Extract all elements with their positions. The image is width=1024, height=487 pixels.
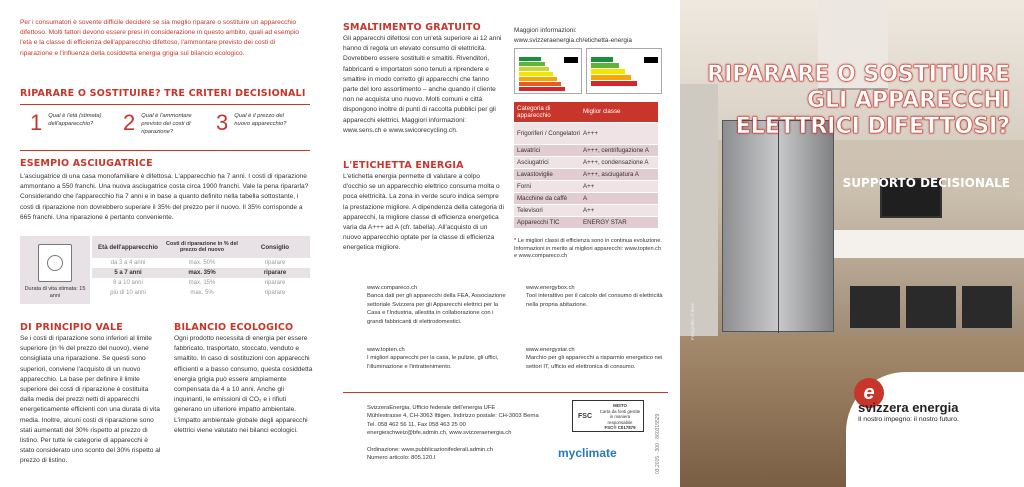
table-cell: A bbox=[580, 192, 658, 204]
table-cell: ENERGY STAR bbox=[580, 216, 658, 228]
table-cell: più di 10 anni bbox=[110, 290, 146, 296]
criterion-number: 1 bbox=[30, 110, 43, 135]
photo-credit: Fotografia: © Ikea bbox=[690, 303, 695, 340]
lifetime-note: Durata di vita stimata: 15 anni bbox=[24, 286, 86, 299]
fsc-tree-icon: FSC bbox=[578, 412, 592, 420]
fsc-logo bbox=[572, 400, 644, 432]
brand-name: svizzera energia bbox=[858, 400, 959, 415]
dryer-icon bbox=[38, 244, 72, 282]
myclimate-text: myclimate bbox=[558, 446, 617, 460]
table-cell: max. 5% bbox=[190, 290, 214, 296]
brand-tagline: Il nostro impegno: il nostro futuro. bbox=[858, 416, 959, 423]
table-cell: Televisori bbox=[514, 204, 580, 216]
eco-heading: BILANCIO ECOLOGICO bbox=[174, 322, 294, 333]
fsc-label: MISTO bbox=[613, 403, 627, 408]
more-info-link[interactable]: www.svizzeraenergia.ch/etichetta-energia bbox=[514, 36, 632, 44]
link-url[interactable]: www.compareco.ch bbox=[367, 285, 418, 291]
side-code: 03.2015 · 300 · 860315529 bbox=[655, 413, 661, 474]
table-cell: riparare bbox=[264, 260, 286, 266]
criteria-heading: RIPARARE O SOSTITUIRE? TRE CRITERI DECISIONALI bbox=[20, 88, 306, 99]
link-desc: Marchio per gli apparecchi a risparmio energetico nei settori IT, ufficio ed elettronica di consumo. bbox=[526, 355, 663, 370]
link-url[interactable]: www.topten.ch bbox=[367, 347, 405, 353]
dryer-table bbox=[20, 236, 310, 304]
table-cell: max. 35% bbox=[188, 270, 216, 276]
table-cell: Macchine da caffè bbox=[514, 192, 580, 204]
table-cell: da 3 a 4 anni bbox=[110, 260, 146, 266]
fsc-sub: Carta da fonti gestite in maniera responsabile bbox=[599, 408, 641, 425]
brand-logo-icon: e bbox=[854, 378, 884, 408]
table-cell: A++ bbox=[580, 204, 658, 216]
footer-order bbox=[367, 446, 567, 463]
table-cell: A+++, centrifugazione A bbox=[580, 144, 658, 156]
link-energystar bbox=[526, 346, 666, 371]
table-cell: riparare bbox=[264, 280, 286, 286]
col-header: Costi di riparazione in % del prezzo del nuovo bbox=[164, 236, 240, 258]
link-desc: I migliori apparecchi per la casa, le pulizie, gli uffici, l'illuminazione e l'intrattenimento. bbox=[367, 355, 499, 370]
table-cell: Lavastoviglie bbox=[514, 168, 580, 180]
table-cell: A+++ bbox=[580, 122, 658, 144]
divider bbox=[343, 392, 668, 393]
criterion-1 bbox=[30, 112, 123, 136]
criterion-text: Qual è l'ammontare previsto dei costi di riparazione? bbox=[141, 113, 192, 135]
link-url[interactable]: www.energybox.ch bbox=[526, 285, 575, 291]
intro-text: Per i consumatori è sovente difficile decidere se sia meglio riparare o sostituire un apparecchio difettoso. Molti fattori devono essere presi in considerazione in questo ambito, quali ad esempio l'età e la classe di efficienza dell'apparecchio difettoso, l'ammontare previsto dei costi di riparazione e l'influenza della cosiddetta energia grigia sul bilancio ecologico. bbox=[20, 19, 299, 57]
brand-block bbox=[846, 372, 1024, 487]
example-text: L'asciugatrice di una casa monofamiliare è difettosa. L'apparecchio ha 7 anni. I costi di riparazione ammontano a 550 franchi. Una nuova asciugatrice costa circa 1900 franchi. Vale la pena ripararla? Considerando che l'apparecchio ha 7 anni e in base a quanto definito nella tabella sottostante, i costi di riparazione non dovrebbero superare il 35% del prezzo per il nuovo. Il 35% corrisponde a 665 franchi. Una riparazione è pertanto conveniente. bbox=[20, 173, 309, 221]
col-header: Consiglio bbox=[240, 236, 310, 258]
table-cell: A+++, asciugatura A bbox=[580, 168, 658, 180]
storage-box bbox=[962, 286, 1012, 328]
dryer-illustration bbox=[20, 236, 90, 304]
classes-table bbox=[514, 102, 658, 229]
energy-label-old bbox=[514, 48, 582, 94]
footer-email[interactable]: energieschweiz@bfe.admin.ch, www.svizzeraenergia.ch bbox=[367, 430, 512, 437]
link-url[interactable]: www.energystar.ch bbox=[526, 347, 575, 353]
link-compareco bbox=[367, 284, 507, 326]
table-cell: A++ bbox=[580, 180, 658, 192]
table-cell: 5 a 7 anni bbox=[114, 270, 142, 276]
table-cell: max. 15% bbox=[188, 280, 216, 286]
divider bbox=[20, 104, 310, 105]
link-desc: Tool interattivo per il calcolo del consumo di elettricità nella propria abitazione. bbox=[526, 293, 663, 308]
example-heading: ESEMPIO ASCIUGATRICE bbox=[20, 158, 153, 169]
criterion-2 bbox=[123, 112, 216, 136]
criterion-3 bbox=[216, 112, 309, 136]
more-info-label: Maggiori informazioni: bbox=[514, 27, 577, 34]
link-topten bbox=[367, 346, 507, 371]
footer-phone: Tel. 058 462 56 11, Fax 058 463 25 00 bbox=[367, 421, 466, 428]
criterion-number: 3 bbox=[216, 110, 229, 135]
criteria-list bbox=[30, 112, 310, 136]
table-cell: 8 a 10 anni bbox=[113, 280, 143, 286]
table-cell: Asciugatrici bbox=[514, 156, 580, 168]
disposal-text: Gli apparecchi difettosi con un'età superiore ai 12 anni hanno di regola un elevato consumo di elettricità. Dovrebbero essere sostituiti e smaltiti. Rivenditori, fabbricanti e importatori sono tenuti a riprendere e smaltire in modo corretto gli apparecchi che fanno parte del loro assortimento – anche quando il cliente non ne acquista uno nuovo. Molti comuni e città dispongono inoltre di punti di raccolta pubblici per gli apparecchi elettrici. Maggiori informazioni: www.sens.ch e www.swicorecycling.ch. bbox=[343, 35, 502, 134]
fsc-code: FSC® C017879 bbox=[604, 425, 636, 431]
cover-title: RIPARARE O SOSTITUIRE GLI APPARECCHI ELETTRICI DIFETTOSI? bbox=[707, 62, 1010, 139]
criterion-number: 2 bbox=[123, 110, 136, 135]
col-header: Miglior classe bbox=[580, 102, 658, 122]
repair-table bbox=[92, 236, 310, 298]
energy-label-new bbox=[586, 48, 662, 94]
footer-address: Mühlestrasse 4, CH-3063 Ittigen. Indirizzo postale: CH-3003 Berna bbox=[367, 413, 539, 420]
table-cell: max. 50% bbox=[188, 260, 216, 266]
table-cell: Frigoriferi / Congelatori bbox=[514, 122, 580, 144]
storage-box bbox=[850, 286, 900, 328]
criterion-text: Qual è l'età (stimata) dell'apparecchio? bbox=[48, 113, 102, 127]
link-desc: Banca dati per gli apparecchi della FEA, Associazione settoriale Svizzera per gli Apparecchi elettrici per la Casa e l'Industria, allestita in collaborazione con i grandi fabbricanti di elettrodomestici. bbox=[367, 293, 506, 325]
eco-text: Ogni prodotto necessita di energia per essere fabbricato, trasportato, stoccato, venduto e smaltito. In caso di sostituzioni con apparecchi efficienti e a basso consumo, questa cosiddetta energia grigia può essere ampiamente compensata da 4 a 10 anni. Anche gli inquinanti, le emissioni di CO₂ e i rifiuti generano un ulteriore impatto ambientale. L'impatto ambientale globale degli apparecchi elettrici viene valutato nei bilanci ecologici. bbox=[174, 335, 313, 434]
table-cell: Apparecchi TIC bbox=[514, 216, 580, 228]
disposal-heading: SMALTIMENTO GRATUITO bbox=[343, 22, 481, 33]
label-text: L'etichetta energia permette di valutare a colpo d'occhio se un apparecchio elettrico consuma molta o poca elettricità. La zona in verde scuro indica sempre la prestazione migliore. A dipendenza della categoria di apparecchi, la migliore classe di efficienza energetica varia da A+++ ad A (cfr. tabella). All'acquisto di un nuovo apparecchio optate per la classe di efficienza energetica migliore. bbox=[343, 173, 504, 252]
divider bbox=[20, 150, 310, 151]
article-number: Numero articolo: 805.120.I bbox=[367, 455, 436, 462]
value-heading: DI PRINCIPIO VALE bbox=[20, 322, 123, 333]
footer-contact bbox=[367, 404, 567, 438]
table-cell: A+++, condensazione A bbox=[580, 156, 658, 168]
fridge bbox=[722, 120, 834, 332]
table-cell: Lavatrici bbox=[514, 144, 580, 156]
table-cell: Forni bbox=[514, 180, 580, 192]
value-text: Se i costi di riparazione sono inferiori al limite superiore (in % del prezzo del nuovo), viene consigliata una riparazione. Se questi sono superiori, conviene l'acquisto di un nuovo apparecchio. La base per definire il limite superiore dei costi di riparazione è costituita dalla media dei prezzi netti di apparecchi energeticamente efficienti con una durata di vita media. Inoltre, alcuni costi di riparazione sono stati aumentati del 30% rispetto al prezzo di listino. Per tutte le categorie di apparecchi è stato considerato uno sconto del 30% rispetto al prezzo di listino. bbox=[20, 335, 161, 465]
cover-subtitle: SUPPORTO DECISIONALE bbox=[842, 176, 1010, 190]
classes-note: * Le migliori classi di efficienza sono in continua evoluzione. Informazioni in merito ai migliori apparecchi: www.topten.ch e www.compareco.ch bbox=[514, 238, 662, 260]
table-cell: riparare bbox=[263, 270, 287, 276]
more-info bbox=[514, 26, 674, 45]
criterion-text: Qual è il prezzo del nuovo apparecchio? bbox=[234, 113, 287, 127]
col-header: Età dell'apparecchio bbox=[92, 236, 164, 258]
label-heading: L'ETICHETTA ENERGIA bbox=[343, 160, 464, 171]
link-energybox bbox=[526, 284, 666, 309]
col-header: Categoria di apparecchio bbox=[514, 102, 580, 122]
storage-box bbox=[906, 286, 956, 328]
myclimate-logo bbox=[558, 444, 648, 466]
table-cell: riparare bbox=[264, 290, 286, 296]
order-link[interactable]: Ordinazione: www.pubblicazionifederali.admin.ch bbox=[367, 447, 493, 453]
shelf bbox=[834, 230, 1024, 258]
footer-office: SvizzeraEnergia, Ufficio federale dell'energia UFE bbox=[367, 405, 496, 411]
